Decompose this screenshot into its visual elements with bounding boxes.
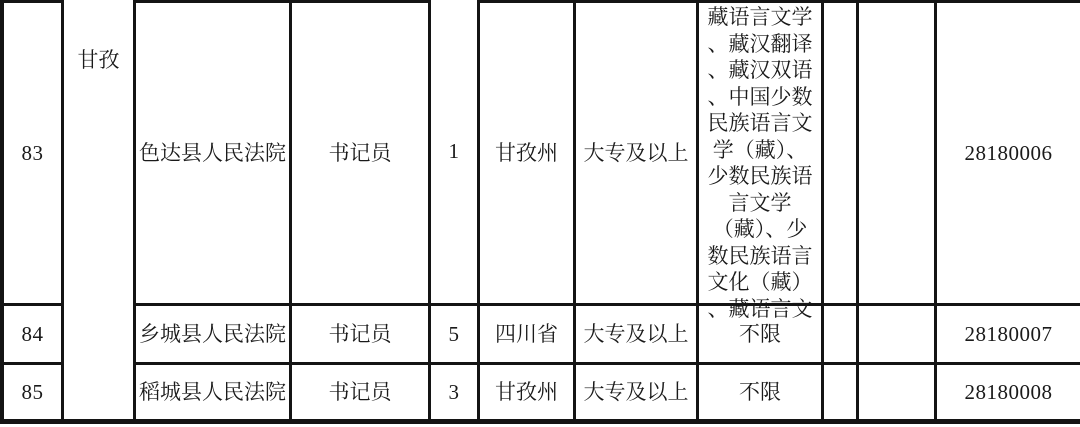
row84-seq-cell <box>4 306 64 365</box>
row84-major: 不限 <box>739 321 781 346</box>
row83-empty-cell-a <box>824 0 859 306</box>
row84-education-cell <box>576 306 699 365</box>
row84-area-cell <box>480 306 576 365</box>
row85-code: 28180008 <box>964 379 1053 404</box>
row83-area: 甘孜州 <box>495 140 558 165</box>
row83-major-line: （藏）、少 <box>712 217 808 241</box>
row83-unit: 色达县人民法院 <box>139 140 286 165</box>
row84-code: 28180007 <box>964 321 1053 346</box>
row85-area-cell <box>480 365 576 424</box>
row85-position-cell <box>292 365 431 424</box>
row83-area-cell <box>480 0 576 306</box>
row83-unit-cell <box>136 0 292 306</box>
row83-major-line: 言文学 <box>728 190 792 215</box>
row85-seq-cell <box>4 365 64 424</box>
row83-major-line: 、藏汉翻译 <box>707 31 813 56</box>
row85-empty-cell-b <box>859 365 937 424</box>
row83-count: 1 <box>448 139 460 164</box>
row84-position: 书记员 <box>328 321 392 346</box>
row83-code-cell <box>937 0 1080 306</box>
row85-position: 书记员 <box>328 379 392 404</box>
row84-education: 大专及以上 <box>583 321 689 346</box>
row83-major-line: 数民族语言 <box>707 243 813 268</box>
row85-education: 大专及以上 <box>583 379 689 404</box>
row84-count-cell <box>431 306 480 365</box>
row83-seq-cell <box>4 0 64 306</box>
region-group-label: 甘孜 <box>77 48 120 72</box>
row85-code-cell <box>937 365 1080 424</box>
row85-unit-cell <box>136 365 292 424</box>
row85-count-cell <box>431 365 480 424</box>
row84-unit: 乡城县人民法院 <box>139 321 286 346</box>
row83-empty-cell-b <box>859 0 937 306</box>
row83-major-line: 少数民族语 <box>707 164 813 188</box>
row84-position-cell <box>292 306 431 365</box>
row83-code: 28180006 <box>964 140 1053 165</box>
row83-major-line: 、藏汉双语 <box>707 58 813 82</box>
row83-major-line: 学（藏）、 <box>712 137 808 162</box>
row85-area: 甘孜州 <box>495 379 558 404</box>
row83-count-cell <box>431 0 480 306</box>
row85-seq: 85 <box>21 379 44 404</box>
row84-empty-cell-b <box>859 306 937 365</box>
row83-position: 书记员 <box>328 140 392 165</box>
row83-education: 大专及以上 <box>583 140 689 165</box>
row83-seq: 83 <box>21 140 44 165</box>
row84-unit-cell <box>136 306 292 365</box>
row85-major: 不限 <box>739 379 781 404</box>
row85-education-cell <box>576 365 699 424</box>
row84-empty-cell-a <box>824 306 859 365</box>
row84-code-cell <box>937 306 1080 365</box>
row85-empty-cell-a <box>824 365 859 424</box>
row83-major-line: 、中国少数 <box>707 84 813 109</box>
row84-area: 四川省 <box>495 321 558 346</box>
row85-major-cell <box>699 365 824 424</box>
row83-major-line: 文化（藏） <box>707 270 813 294</box>
region-group-cell <box>64 0 136 424</box>
row83-major-line-clipped: 、藏语言文 <box>707 296 813 321</box>
row84-count: 5 <box>448 321 460 346</box>
row83-major-line: 民族语言文 <box>707 111 813 135</box>
row83-major-line: 藏语言文学 <box>707 5 813 29</box>
row84-major-cell <box>699 306 824 365</box>
row85-count: 3 <box>448 379 460 404</box>
row83-position-cell <box>292 0 431 306</box>
row83-education-cell <box>576 0 699 306</box>
row85-unit: 稻城县人民法院 <box>139 379 286 404</box>
row84-seq: 84 <box>21 321 44 346</box>
row83-major-cell <box>699 0 824 321</box>
